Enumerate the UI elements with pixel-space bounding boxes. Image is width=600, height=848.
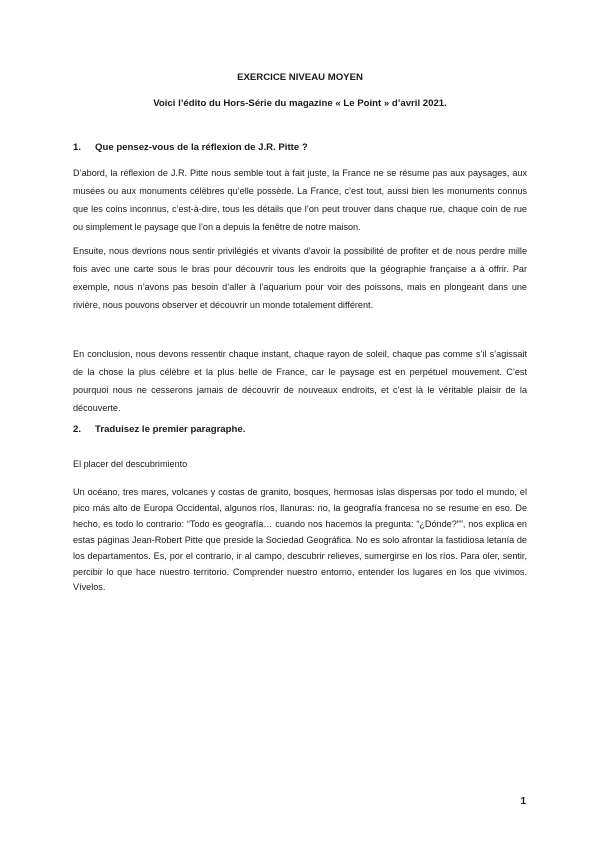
- translation-text: Un océano, tres mares, volcanes y costas de granito, bosques, hermosas islas dispersas por todo el mundo, el pico más alto de Europa Occidental, algunos ríos, llanuras: no, la geografía francesa no se resume en eso. De hecho, es todo lo contrario: “Todo es geografía… cuando nos hacemos la pregunta: “¿Dónde?””, nos explica en estas páginas Jean-Robert Pitte que preside la Sociedad Geográfica. No es solo afrontar la fastidiosa letanía de los departamentos. Es, por el contrario, ir al campo, descubrir relieves, sumergirse en los ríos. Para oler, sentir, percibir lo que hace nuestro territorio. Comprender nuestro entorno, entender los lugares en los que vivimos. Vívelos.: [73, 487, 527, 593]
- document-subtitle: Voici l’édito du Hors-Série du magazine « Le Point » d’avril 2021.: [153, 98, 447, 109]
- paragraph-3: En conclusion, nous devons ressentir chaque instant, chaque rayon de soleil, chaque pas comme s’il s’agissait de la chose la plus célèbre et la plus belle de France, car le paysage est en perpétuel mouvement. C’est pourquoi nous ne cesserons jamais de découvrir de nouveaux endroits, et c’est là le véritable plaisir de la découverte.: [73, 349, 527, 414]
- translation-title: El placer del descubrimiento: [73, 459, 188, 469]
- question-1-number: 1.: [73, 142, 82, 153]
- question-2-heading: [73, 424, 245, 435]
- document-title: EXERCICE NIVEAU MOYEN: [237, 72, 363, 83]
- question-2-number: 2.: [73, 424, 82, 435]
- question-1-text: Que pensez-vous de la réflexion de J.R. Pitte ?: [95, 142, 308, 153]
- page-number: 1: [520, 796, 526, 807]
- paragraph-1: D’abord, la réflexion de J.R. Pitte nous semble tout à fait juste, la France ne se résume pas aux paysages, aux musées ou aux monuments célèbres qu’elle possède. La France, c’est tout, aussi bien les monuments connus que les coins inconnus, c’est-à-dire, tous les détails que l’on peut trouver dans chaque rue, chaque coin de rue ou simplement le paysage que l’on a depuis la fenêtre de notre maison.: [73, 168, 527, 233]
- question-1-heading: [73, 142, 308, 153]
- question-2-text: Traduisez le premier paragraphe.: [95, 424, 246, 435]
- paragraph-2: Ensuite, nous devrions nous sentir privilégiés et vivants d’avoir la possibilité de profiter et de nous perdre mille fois avec une carte sous le bras pour découvrir tous les endroits que la géographie française a à offrir. Par exemple, nous n’avons pas besoin d’aller à l’aquarium pour voir des poissons, mais en plongeant dans une rivière, nous pouvons observer et découvrir un monde totalement différent.: [73, 246, 527, 311]
